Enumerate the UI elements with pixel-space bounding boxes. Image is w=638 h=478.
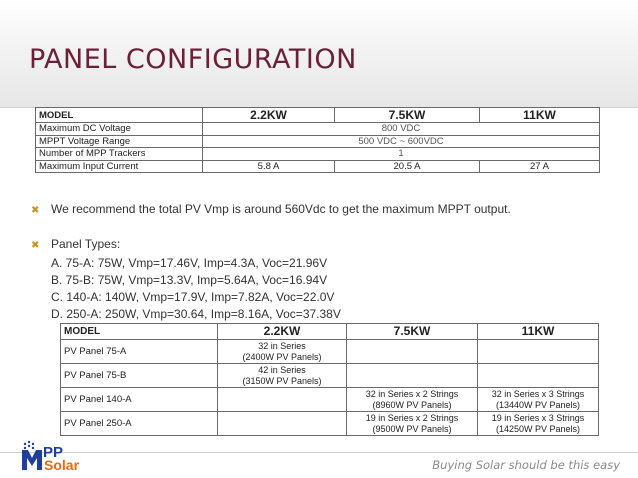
table-row (61, 340, 599, 364)
cell-value (218, 388, 347, 412)
header-cell: MODEL (61, 324, 218, 340)
table-row (61, 388, 599, 412)
cell-value (478, 364, 599, 388)
row-label: PV Panel 75-B (61, 364, 218, 388)
x-bullet-icon: ✖ (31, 205, 40, 216)
cell-value: 5.8 A (203, 160, 335, 173)
header-cell: 7.5KW (335, 108, 480, 123)
table-row (61, 364, 599, 388)
cell-line: 32 in Series x 3 Strings (491, 388, 585, 399)
cell-value (218, 412, 347, 436)
cell-value (478, 412, 599, 436)
header-cell: MODEL (36, 108, 203, 123)
panel-type-item: C. 140-A: 140W, Vmp=17.9V, Imp=7.82A, Voc=22.0V (51, 290, 335, 304)
logo-text-solar: Solar (44, 457, 80, 472)
cell-value (218, 364, 347, 388)
row-label: MPPT Voltage Range (36, 135, 203, 148)
page-title: PANEL CONFIGURATION (29, 44, 357, 75)
cell-line: (8960W PV Panels) (372, 399, 452, 410)
cell-line: (13440W PV Panels) (495, 399, 581, 410)
cell-value (347, 364, 478, 388)
spec-table (35, 107, 600, 173)
row-label: PV Panel 250-A (61, 412, 218, 436)
panel-type-item: D. 250-A: 250W, Vmp=30.64, Imp=8.16A, Voc=37.38V (51, 307, 341, 321)
mpp-solar-logo-icon (20, 438, 120, 472)
panel-config-table (60, 323, 599, 436)
table-row (36, 135, 600, 148)
panel-type-item: A. 75-A: 75W, Vmp=17.46V, Imp=4.3A, Voc=21.96V (51, 256, 328, 270)
header-cell: 11KW (480, 108, 600, 123)
panel-type-item: B. 75-B: 75W, Vmp=13.3V, Imp=5.64A, Voc=16.94V (51, 273, 328, 287)
bullet-text: We recommend the total PV Vmp is around 560Vdc to get the maximum MPPT output. (51, 202, 511, 216)
cell-line: (14250W PV Panels) (495, 423, 581, 434)
table-row (36, 123, 600, 136)
cell-line: 32 in Series (258, 340, 306, 351)
table-row (36, 148, 600, 161)
bullet-panel-types (31, 237, 120, 251)
header-cell: 2.2KW (203, 108, 335, 123)
logo-text-pp: PP (43, 444, 64, 461)
x-bullet-icon: ✖ (31, 240, 40, 251)
table-row (36, 160, 600, 173)
cell-line: (9500W PV Panels) (372, 423, 452, 434)
cell-value: 1 (203, 148, 600, 161)
cell-line: 19 in Series x 2 Strings (365, 412, 459, 423)
tagline: Buying Solar should be this easy (432, 458, 620, 472)
cell-value (347, 388, 478, 412)
cell-value: 800 VDC (203, 123, 600, 136)
cell-value: 20.5 A (335, 160, 480, 173)
row-label: PV Panel 140-A (61, 388, 218, 412)
row-label: Maximum DC Voltage (36, 123, 203, 136)
header-cell: 11KW (478, 324, 599, 340)
cell-line: 32 in Series x 2 Strings (365, 388, 459, 399)
header-cell: 7.5KW (347, 324, 478, 340)
row-label: PV Panel 75-A (61, 340, 218, 364)
cell-value (218, 340, 347, 364)
spec-table-header (36, 108, 600, 123)
cell-value: 500 VDC ~ 600VDC (203, 135, 600, 148)
bullet-text: Panel Types: (51, 237, 121, 251)
cell-value (478, 388, 599, 412)
header-cell: 2.2KW (218, 324, 347, 340)
table-row (61, 412, 599, 436)
cell-line: 19 in Series x 3 Strings (491, 412, 585, 423)
panel-table-header (61, 324, 599, 340)
row-label: Number of MPP Trackers (36, 148, 203, 161)
cell-value (347, 340, 478, 364)
cell-value: 27 A (480, 160, 600, 173)
bullet-recommend (31, 202, 511, 216)
cell-value (347, 412, 478, 436)
cell-line: (2400W PV Panels) (242, 351, 322, 362)
row-label: Maximum Input Current (36, 160, 203, 173)
cell-line: (3150W PV Panels) (242, 375, 322, 386)
cell-line: 42 in Series (258, 364, 306, 375)
cell-value (478, 340, 599, 364)
